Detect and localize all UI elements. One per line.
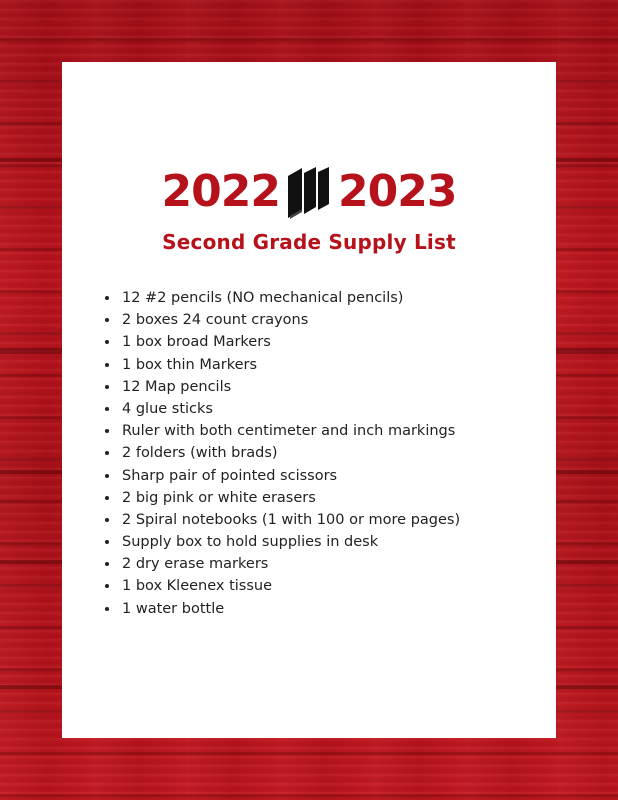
list-item: • Ruler with both centimeter and inch markings [120,420,460,442]
year-end: 2023 [338,166,457,217]
list-item: • Supply box to hold supplies in desk [120,531,460,553]
list-item: • 1 box Kleenex tissue [120,575,460,597]
school-year-heading [62,162,556,222]
list-item: • 2 big pink or white erasers [120,487,460,509]
list-item: • 1 box broad Markers [120,331,460,353]
list-item: • 2 boxes 24 count crayons [120,309,460,331]
list-item: • 2 folders (with brads) [120,442,460,464]
list-item: • 2 Spiral notebooks (1 with 100 or more pages) [120,509,460,531]
year-start: 2022 [161,166,280,217]
supply-list [100,287,460,620]
page-title: Second Grade Supply List [162,230,456,254]
list-item: • 4 glue sticks [120,398,460,420]
list-item: • 12 Map pencils [120,376,460,398]
supply-list-page [62,62,556,738]
books-icon [284,164,334,220]
list-item: • 1 water bottle [120,598,460,620]
list-item: • 1 box thin Markers [120,354,460,376]
list-item: • Sharp pair of pointed scissors [120,465,460,487]
list-item: • 2 dry erase markers [120,553,460,575]
list-item: • 12 #2 pencils (NO mechanical pencils) [120,287,460,309]
